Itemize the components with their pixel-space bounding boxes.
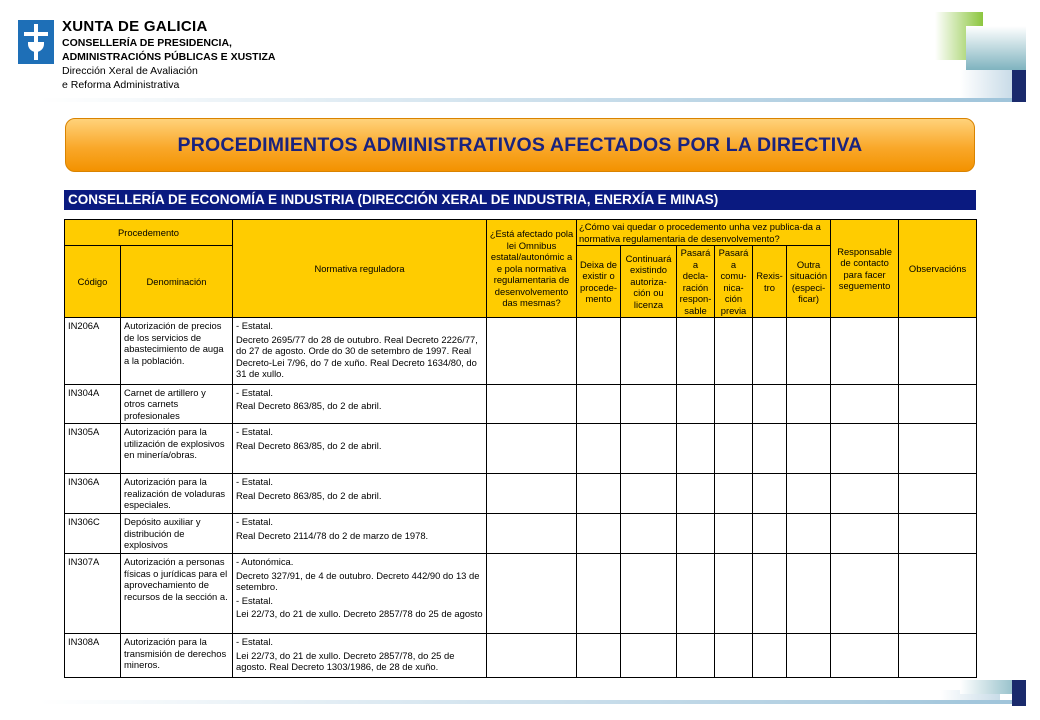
table-row [65,474,977,514]
table-row [65,384,977,424]
law-text: Decreto 2695/77 do 28 de outubro. Real Decreto 2226/77, do 27 de agosto. Orde do 30 de setembro de 1997. Real Decreto-Lei 7/96, do 7 de xuño. Real Decreto 1634/80, do 31 de xullo. [236,333,478,379]
cell-code: IN307A [65,554,121,634]
decor-square-navy [1012,70,1026,102]
org-line2: ADMINISTRACIÓNS PÚBLICAS E XUSTIZA [62,51,276,63]
header-pasara-decla: Pasará a decla-ración respon-sable [677,246,715,318]
law-text: Real Decreto 863/85, do 2 de abril. [236,439,382,451]
law-scope: - Estatal. [236,516,274,527]
cell-law [233,318,487,385]
header-como: ¿Cómo vai quedar o procedemento unha vez publica-da a normativa regulamentaria de desenvolvemento? [577,220,831,246]
law-text: Real Decreto 863/85, do 2 de abril. [236,489,382,501]
header-observacions: Observacións [899,220,977,318]
law-scope: - Estatal. [236,476,274,487]
cell-name: Carnet de artillero y otros carnets profesionales [121,384,233,424]
header-codigo: Código [65,246,121,318]
cell-law [233,514,487,554]
header-deixa: Deixa de existir o procede-mento [577,246,621,318]
table-row [65,318,977,385]
header-normativa: Normativa reguladora [233,220,487,318]
cell-name: Autorización para la transmisión de derechos mineros. [121,634,233,678]
cell-code: IN306C [65,514,121,554]
law-scope: - Estatal. [236,386,274,398]
law-scope: - Estatal. [236,594,274,606]
cell-code: IN306A [65,474,121,514]
header-denominacion: Denominación [121,246,233,318]
cell-law [233,634,487,678]
header-responsable: Responsable de contacto para facer seguemento [831,220,899,318]
law-text: Decreto 327/91, de 4 de outubro. Decreto 442/90 do 13 de setembro. [236,569,480,592]
table-row [65,554,977,634]
law-text: Lei 22/73, do 21 de xullo. Decreto 2857/78, do 25 de agosto. Real Decreto 1303/1986, de 28 de xuño. [236,649,455,672]
org-line3: Dirección Xeral de Avaliación [62,65,198,77]
conselleria-bar: CONSELLERÍA DE ECONOMÍA E INDUSTRIA (DIRECCIÓN XERAL DE INDUSTRIA, ENERXÍA E MINAS) [64,190,976,210]
decor-top-line [40,98,1012,102]
cell-name: Autorización para la realización de voladuras especiales. [121,474,233,514]
org-main: XUNTA DE GALICIA [62,18,208,35]
page-title: PROCEDIMIENTOS ADMINISTRATIVOS AFECTADOS POR LA DIRECTIVA [177,133,863,156]
table-row [65,634,977,678]
table-row [65,514,977,554]
header-procedemento: Procedemento [65,220,233,246]
law-scope: - Estatal. [236,636,274,647]
law-text: Real Decreto 2114/78 do 2 de marzo de 1978. [236,529,429,541]
decor-bottom-navy [1012,680,1026,706]
cell-code: IN308A [65,634,121,678]
org-line1: CONSELLERÍA DE PRESIDENCIA, [62,37,232,49]
law-scope: - Autonómica. [236,556,294,567]
cell-code: IN206A [65,318,121,385]
cell-name: Depósito auxiliar y distribución de explosivos [121,514,233,554]
cell-law [233,424,487,474]
cell-law [233,384,487,424]
cell-name: Autorización para la utilización de explosivos en minería/obras. [121,424,233,474]
header-afectado: ¿Está afectado pola lei Omnibus estatal/autonómic a e pola normativa regulamentaria de desenvolvemento das mesmas? [487,220,577,318]
law-scope: - Estatal. [236,426,274,437]
cell-name: Autorización de precios de los servicios de abastecimiento de auga a la población. [121,318,233,385]
cell-law [233,474,487,514]
header-outra: Outra situación (especi-ficar) [787,246,831,318]
header-continuara: Continuará existindo autoriza-ción ou licenza [621,246,677,318]
decor-square-light [960,70,1012,100]
xunta-logo [18,20,54,64]
org-header [62,18,276,92]
header-rexistro: Rexis-tro [753,246,787,318]
cell-law [233,554,487,634]
header-pasara-comu: Pasará a comu-nica-ción previa [715,246,753,318]
table-row [65,424,977,474]
decor-square-teal [966,26,1026,70]
law-scope: - Estatal. [236,320,274,331]
procedures-table [64,219,977,678]
title-banner [65,118,975,172]
cell-code: IN305A [65,424,121,474]
law-text: Lei 22/73, do 21 de xullo. Decreto 2857/78 do 25 de agosto [236,608,483,619]
org-line4: e Reforma Administrativa [62,79,180,91]
cell-name: Autorización a personas físicas o jurídicas para el aprovechamiento de recursos de la sección a. [121,554,233,634]
law-text: Real Decreto 863/85, do 2 de abril. [236,400,382,411]
decor-bottom-line [40,700,1012,704]
cell-code: IN304A [65,384,121,424]
